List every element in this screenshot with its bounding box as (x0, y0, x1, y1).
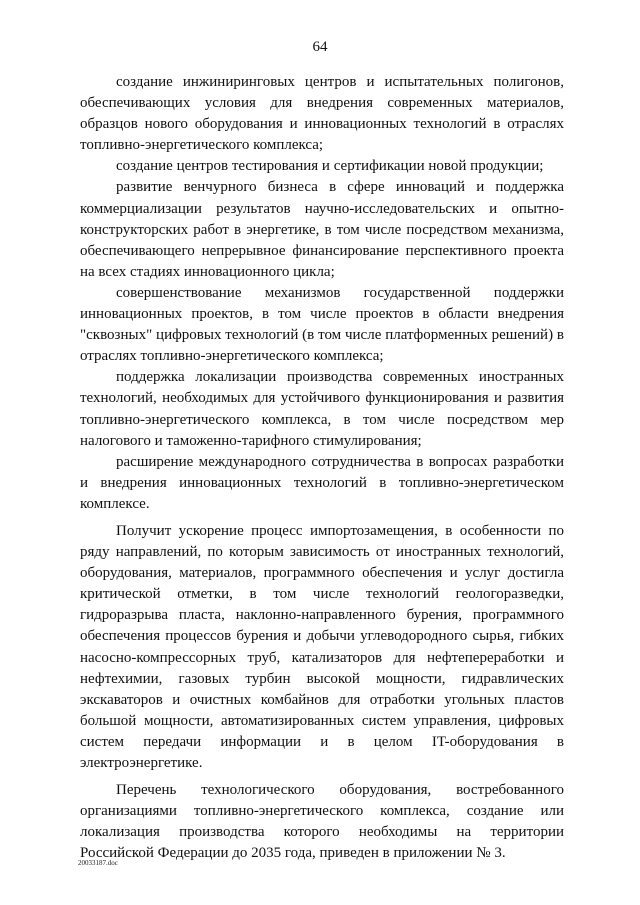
paragraph-international-cooperation: расширение международного сотрудничества в вопросах разработки и внедрения инновационных технологий в топливно-энергетическом комплексе. (80, 453, 564, 512)
page-number: 64 (312, 39, 328, 55)
footer-doc-id: 20033187.doc (78, 859, 118, 867)
paragraph-import-substitution: Получит ускорение процесс импортозамещения, в особенности по ряду направлений, по которым зависимость от иностранных технологий, оборудования, материалов, программного обеспечения и услуг достигла критической отметки, в том числе технологий геологоразведки, гидроразрыва пласта, наклонно-направленного бурения, программного обеспечения процессов бурения и добычи углеводородного сырья, гибких насосно-компрессорных труб, катализаторов для нефтепереработки и нефтехимии, газовых турбин высокой мощности, гидравлических экскаваторов и очистных комбайнов для отработки угольных пластов большой мощности, автоматизированных систем управления, цифровых систем передачи информации и в целом IT-оборудования в электроэнергетике. (80, 522, 564, 771)
paragraph-venture-business: развитие венчурного бизнеса в сфере инноваций и поддержка коммерциализации результатов научно-исследовательских и опытно-конструкторских работ в энергетике, в том числе посредством механизма, обеспечивающего непрерывное финансирование перспективного проекта на всех стадиях инновационного цикла; (80, 179, 564, 280)
paragraph-state-support: совершенствование механизмов государственной поддержки инновационных проектов, в том числе проектов в области внедрения "сквозных" цифровых технологий (в том числе платформенных решений) в отраслях топливно-энергетического комплекса; (80, 284, 564, 365)
paragraph-engineering-centers: создание инжиниринговых центров и испытательных полигонов, обеспечивающих условия для внедрения современных материалов, образцов нового оборудования и инновационных технологий в отраслях топливно-энергетического комплекса; (80, 74, 564, 154)
paragraph-equipment-list: Перечень технологического оборудования, востребованного организациями топливно-энергетического комплекса, создание или локализация производства которого необходимы на территории Российской Федерации до 2035 года, приведен в приложении № 3. (80, 782, 564, 862)
paragraph-testing-centers: создание центров тестирования и сертификации новой продукции; (116, 158, 544, 175)
body-text (80, 72, 564, 864)
paragraph-localization: поддержка локализации производства современных иностранных технологий, необходимых для устойчивого функционирования и развития топливно-энергетического комплекса, в том числе посредством мер налогового и таможенно-тарифного стимулирования; (80, 369, 564, 449)
